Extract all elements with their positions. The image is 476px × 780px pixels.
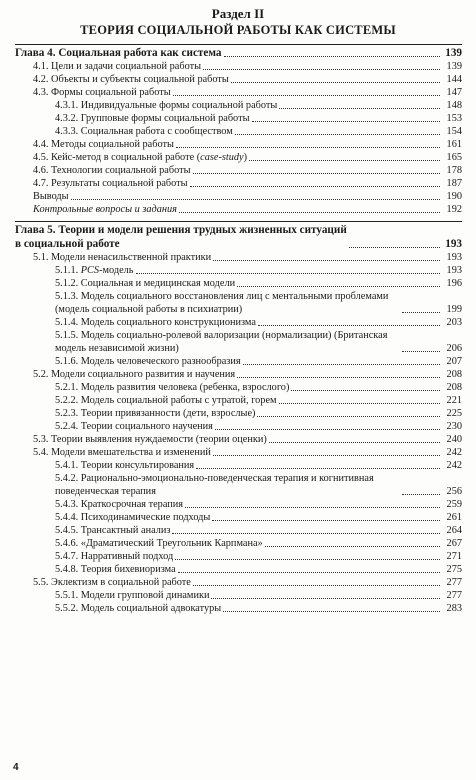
toc-entry[interactable]	[15, 537, 462, 550]
entry-page: 208	[446, 369, 462, 380]
toc-entry[interactable]	[15, 151, 462, 164]
leader-dots	[190, 186, 440, 187]
toc-entry[interactable]	[15, 524, 462, 537]
toc-entry[interactable]	[15, 394, 462, 407]
entry-page: 208	[446, 382, 462, 393]
leader-dots	[175, 559, 440, 560]
leader-dots	[211, 598, 440, 599]
entry-page: 271	[446, 551, 462, 562]
entry-title: 4.3.1. Индивидуальные формы социальной работы	[55, 100, 278, 111]
entry-page: 147	[446, 87, 462, 98]
entry-title: 5.2. Модели социального развития и научения	[33, 369, 236, 380]
entry-title: 4.3.2. Групповые формы социальной работы	[55, 113, 250, 124]
entry-page: 161	[446, 139, 462, 150]
toc-entry[interactable]	[15, 589, 462, 602]
entry-page: 230	[446, 421, 462, 432]
chapter-title-line1: Глава 5. Теории и модели решения трудных жизненных ситуаций	[15, 224, 347, 236]
page-number: 4	[13, 762, 19, 773]
entry-title: 5.5.1. Модели групповой динамики	[55, 590, 210, 601]
entry-title: 5.4.8. Теория бихевиоризма	[55, 564, 176, 575]
leader-dots	[402, 494, 440, 495]
leader-dots	[178, 572, 440, 573]
toc-entry[interactable]	[15, 563, 462, 576]
entry-title: 4.6. Технологии социальной работы	[33, 165, 191, 176]
leader-dots	[291, 390, 440, 391]
toc-entry[interactable]	[15, 164, 462, 177]
chapter-title: Глава 4. Социальная работа как система	[15, 47, 222, 59]
entry-page: 256	[446, 486, 462, 497]
toc-entry[interactable]	[15, 138, 462, 151]
entry-title: 5.1.6. Модель человеческого разнообразия	[55, 356, 241, 367]
entry-page: 148	[446, 100, 462, 111]
toc-entry[interactable]	[15, 602, 462, 615]
entry-title: 4.3. Формы социальной работы	[33, 87, 171, 98]
entry-title-pre: 4.5. Кейс-метод в социальной работе (	[33, 152, 201, 163]
leader-dots	[235, 134, 440, 135]
toc-entry[interactable]	[15, 498, 462, 511]
entry-page: 154	[446, 126, 462, 137]
leader-dots	[279, 108, 440, 109]
chapter-title-line2: в социальной работе	[15, 238, 120, 250]
leader-dots	[213, 455, 440, 456]
toc-entry[interactable]	[15, 112, 462, 125]
leader-dots	[212, 520, 440, 521]
leader-dots	[185, 507, 440, 508]
table-of-contents	[15, 44, 462, 615]
toc-entry[interactable]	[15, 316, 462, 329]
entry-title: 5.4.7. Нарративный подход	[55, 551, 174, 562]
entry-page: 144	[446, 74, 462, 85]
entry-title: 5.5. Эклектизм в социальной работе	[33, 577, 191, 588]
entry-title	[55, 264, 134, 277]
entry-page: 242	[446, 447, 462, 458]
section-title: ТЕОРИЯ СОЦИАЛЬНОЙ РАБОТЫ КАК СИСТЕМЫ	[80, 23, 396, 37]
leader-dots	[258, 325, 440, 326]
entry-page: 277	[446, 577, 462, 588]
toc-entry[interactable]	[15, 99, 462, 112]
leader-dots	[179, 212, 440, 213]
entry-title: 5.1.4. Модель социального конструкционизма	[55, 317, 256, 328]
toc-entry[interactable]	[15, 420, 462, 433]
entry-title: 5.5.2. Модель социальной адвокатуры	[55, 603, 222, 614]
section-header	[0, 6, 476, 38]
chapter-title	[15, 223, 347, 251]
toc-entry[interactable]	[15, 86, 462, 99]
entry-page: 192	[446, 204, 462, 215]
leader-dots	[231, 82, 440, 83]
entry-title: 5.4.3. Краткосрочная терапия	[55, 499, 184, 510]
entry-page: 190	[446, 191, 462, 202]
leader-dots	[243, 364, 440, 365]
entry-page: 206	[446, 343, 462, 354]
entry-page: 275	[446, 564, 462, 575]
toc-entry[interactable]	[15, 277, 462, 290]
entry-page: 193	[446, 265, 462, 276]
entry-title-post: -модель	[99, 265, 134, 276]
entry-page: 277	[446, 590, 462, 601]
toc-entry[interactable]	[15, 446, 462, 459]
toc-entry[interactable]	[15, 381, 462, 394]
toc-entry[interactable]	[15, 433, 462, 446]
entry-title: 5.2.3. Теории привязанности (дети, взрослые)	[55, 408, 256, 419]
entry-title: 5.1.3. Модель социального восстановления лиц с ментальными проблемами (модель социальной работы в психиатрии)	[55, 291, 389, 315]
entry-title: 5.4. Модели вмешательства и изменений	[33, 447, 211, 458]
leader-dots	[402, 312, 440, 313]
toc-entry[interactable]	[15, 264, 462, 277]
entry-page: 199	[446, 304, 462, 315]
entry-title: 4.4. Методы социальной работы	[33, 139, 174, 150]
toc-entry[interactable]	[15, 407, 462, 420]
entry-title: 4.2. Объекты и субъекты социальной работы	[33, 74, 229, 85]
toc-entry[interactable]	[15, 190, 462, 203]
toc-entry[interactable]	[15, 290, 462, 316]
entry-page: 259	[446, 499, 462, 510]
leader-dots	[402, 351, 440, 352]
entry-page: 225	[446, 408, 462, 419]
toc-entry[interactable]	[15, 203, 462, 216]
leader-dots	[249, 160, 440, 161]
leader-dots	[71, 199, 440, 200]
entry-title: 5.4.1. Теории консультирования	[55, 460, 195, 471]
entry-title: 4.3.3. Социальная работа с сообществом	[55, 126, 233, 137]
entry-title: 5.4.4. Психодинамические подходы	[55, 512, 211, 523]
leader-dots	[196, 468, 440, 469]
leader-dots	[193, 173, 441, 174]
leader-dots	[172, 533, 440, 534]
entry-title: 5.1.2. Социальная и медицинская модели	[55, 278, 236, 289]
entry-title-em: PCS	[80, 265, 100, 276]
leader-dots	[349, 247, 440, 248]
toc-entry[interactable]	[15, 251, 462, 264]
entry-page: 165	[446, 152, 462, 163]
entry-page: 221	[446, 395, 462, 406]
leader-dots	[193, 585, 440, 586]
entry-page: 139	[446, 61, 462, 72]
toc-entry[interactable]	[15, 368, 462, 381]
leader-dots	[215, 429, 440, 430]
toc-entry[interactable]	[15, 550, 462, 563]
entry-title: 5.1.5. Модель социально-ролевой валоризации (нормализации) (Британская модель независимой жизни)	[55, 330, 388, 354]
entry-title: 5.1. Модели ненасильственной практики	[33, 252, 212, 263]
leader-dots	[223, 611, 440, 612]
entry-page: 153	[446, 113, 462, 124]
toc-entry[interactable]	[15, 177, 462, 190]
entry-title	[33, 151, 247, 164]
leader-dots	[176, 147, 440, 148]
section-label: Раздел II	[211, 6, 265, 21]
entry-page: 187	[446, 178, 462, 189]
leader-dots	[224, 56, 440, 57]
entry-title: 5.4.2. Рационально-эмоционально-поведенческая терапия и когнитивная поведенческая терапия	[55, 473, 374, 497]
entry-title: 5.4.6. «Драматический Треугольник Карпмана»	[55, 538, 263, 549]
leader-dots	[265, 546, 440, 547]
entry-title: 5.3. Теории выявления нуждаемости (теории оценки)	[33, 434, 267, 445]
leader-dots	[136, 273, 440, 274]
entry-title: 5.2.1. Модель развития человека (ребенка, взрослого)	[55, 382, 290, 393]
entry-page: 242	[446, 460, 462, 471]
leader-dots	[252, 121, 441, 122]
toc-entry[interactable]	[15, 329, 462, 355]
leader-dots	[269, 442, 440, 443]
entry-page: 267	[446, 538, 462, 549]
toc-entry[interactable]	[15, 355, 462, 368]
chapter-heading[interactable]	[15, 46, 462, 60]
entry-page: 261	[446, 512, 462, 523]
toc-entry[interactable]	[15, 60, 462, 73]
toc-entry[interactable]	[15, 576, 462, 589]
entry-title: Контрольные вопросы и задания	[33, 204, 177, 215]
toc-entry[interactable]	[15, 511, 462, 524]
entry-page: 196	[446, 278, 462, 289]
entry-page: 240	[446, 434, 462, 445]
leader-dots	[237, 377, 440, 378]
entry-title: 5.4.5. Трансактный анализ	[55, 525, 171, 536]
entry-page: 193	[446, 252, 462, 263]
entry-page: 203	[446, 317, 462, 328]
entry-page: 283	[446, 603, 462, 614]
entry-title: 5.2.4. Теории социального научения	[55, 421, 213, 432]
leader-dots	[279, 403, 440, 404]
entry-title-post: )	[243, 152, 248, 163]
leader-dots	[173, 95, 440, 96]
entry-title: 4.1. Цели и задачи социальной работы	[33, 61, 201, 72]
entry-title: Выводы	[33, 191, 69, 202]
chapter-page: 139	[445, 47, 462, 59]
toc-entry[interactable]	[15, 125, 462, 138]
entry-page: 207	[446, 356, 462, 367]
entry-page: 178	[446, 165, 462, 176]
leader-dots	[237, 286, 440, 287]
leader-dots	[213, 260, 440, 261]
leader-dots	[203, 69, 440, 70]
chapter-rule	[15, 44, 462, 45]
chapter-page: 193	[445, 238, 462, 250]
entry-title-em: case-study	[200, 152, 244, 163]
entry-page: 264	[446, 525, 462, 536]
toc-entry[interactable]	[15, 472, 462, 498]
toc-entry[interactable]	[15, 73, 462, 86]
chapter-heading[interactable]	[15, 223, 462, 251]
toc-entry[interactable]	[15, 459, 462, 472]
chapter-rule	[15, 221, 462, 222]
leader-dots	[257, 416, 440, 417]
entry-title: 4.7. Результаты социальной работы	[33, 178, 188, 189]
entry-title: 5.2.2. Модель социальной работы с утратой, горем	[55, 395, 277, 406]
entry-title-pre: 5.1.1.	[55, 265, 81, 276]
